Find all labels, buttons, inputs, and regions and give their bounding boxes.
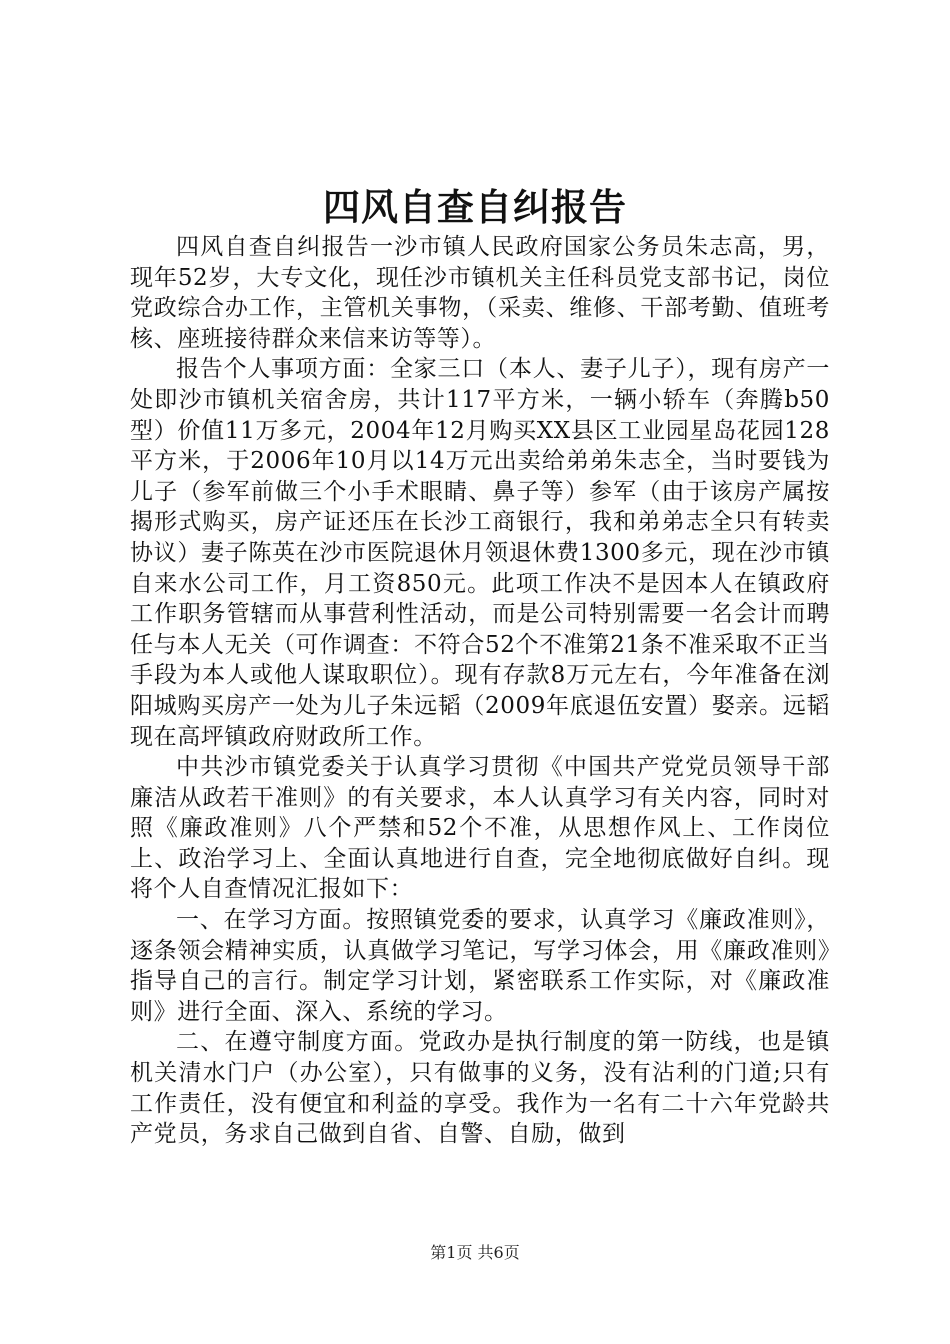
paragraph-personal-matters: 报告个人事项方面：全家三口（本人、妻子儿子），现有房产一处即沙市镇机关宿舍房，共计117平方米，一辆小轿车（奔腾b50型）价值11万多元，2004年12月购买XX县区工业园星岛花园128平方米，于2006年10月以14万元出卖给弟弟朱志全，当时要钱为儿子（参军前做三个小手术眼睛、鼻子等）参军（由于该房产属按揭形式购买，房产证还压在长沙工商银行，我和弟弟志全只有转卖协议）妻子陈英在沙市医院退休月领退休费1300多元，现在沙市镇自来水公司工作，月工资850元。此项工作决不是因本人在镇政府工作职务管辖而从事营利性活动，而是公司特别需要一名会计而聘任与本人无关（可作调查：不符合52个不准第21条不准采取不正当手段为本人或他人谋取职位）。现有存款8万元左右，今年准备在浏阳城购买房产一处为儿子朱远韬（2009年底退伍安置）娶亲。远韬现在高坪镇政府财政所工作。: [130, 356, 830, 750]
paragraph-rules: 二、在遵守制度方面。党政办是执行制度的第一防线，也是镇机关清水门户（办公室），只有做事的义务，没有沾利的门道;只有工作责任，没有便宜和利益的享受。我作为一名有二十六年党龄共产党员，务求自己做到自省、自警、自励，做到: [130, 1029, 830, 1148]
paragraph-intro: 四风自查自纠报告一沙市镇人民政府国家公务员朱志高，男，现年52岁，大专文化，现任沙市镇机关主任科员党支部书记，岗位党政综合办工作，主管机关事物，（采卖、维修、干部考勤、值班考核、座班接待群众来信来访等等）。: [130, 234, 830, 352]
paragraph-party-requirements: 中共沙市镇党委关于认真学习贯彻《中国共产党党员领导干部廉洁从政若干准则》的有关要求，本人认真学习有关内容，同时对照《廉政准则》八个严禁和52个不准，从思想作风上、工作岗位上、政治学习上、全面认真地进行自查，完全地彻底做好自纠。现将个人自查情况汇报如下：: [130, 754, 830, 903]
paragraph-study: 一、在学习方面。按照镇党委的要求，认真学习《廉政准则》，逐条领会精神实质，认真做学习笔记，写学习体会，用《廉政准则》指导自己的言行。制定学习计划，紧密联系工作实际，对《廉政准则》进行全面、深入、系统的学习。: [130, 907, 830, 1025]
page-number-footer: 第1页 共6页: [430, 1243, 520, 1262]
document-body: [130, 232, 830, 1150]
document-title: 四风自查自纠报告: [323, 185, 627, 229]
